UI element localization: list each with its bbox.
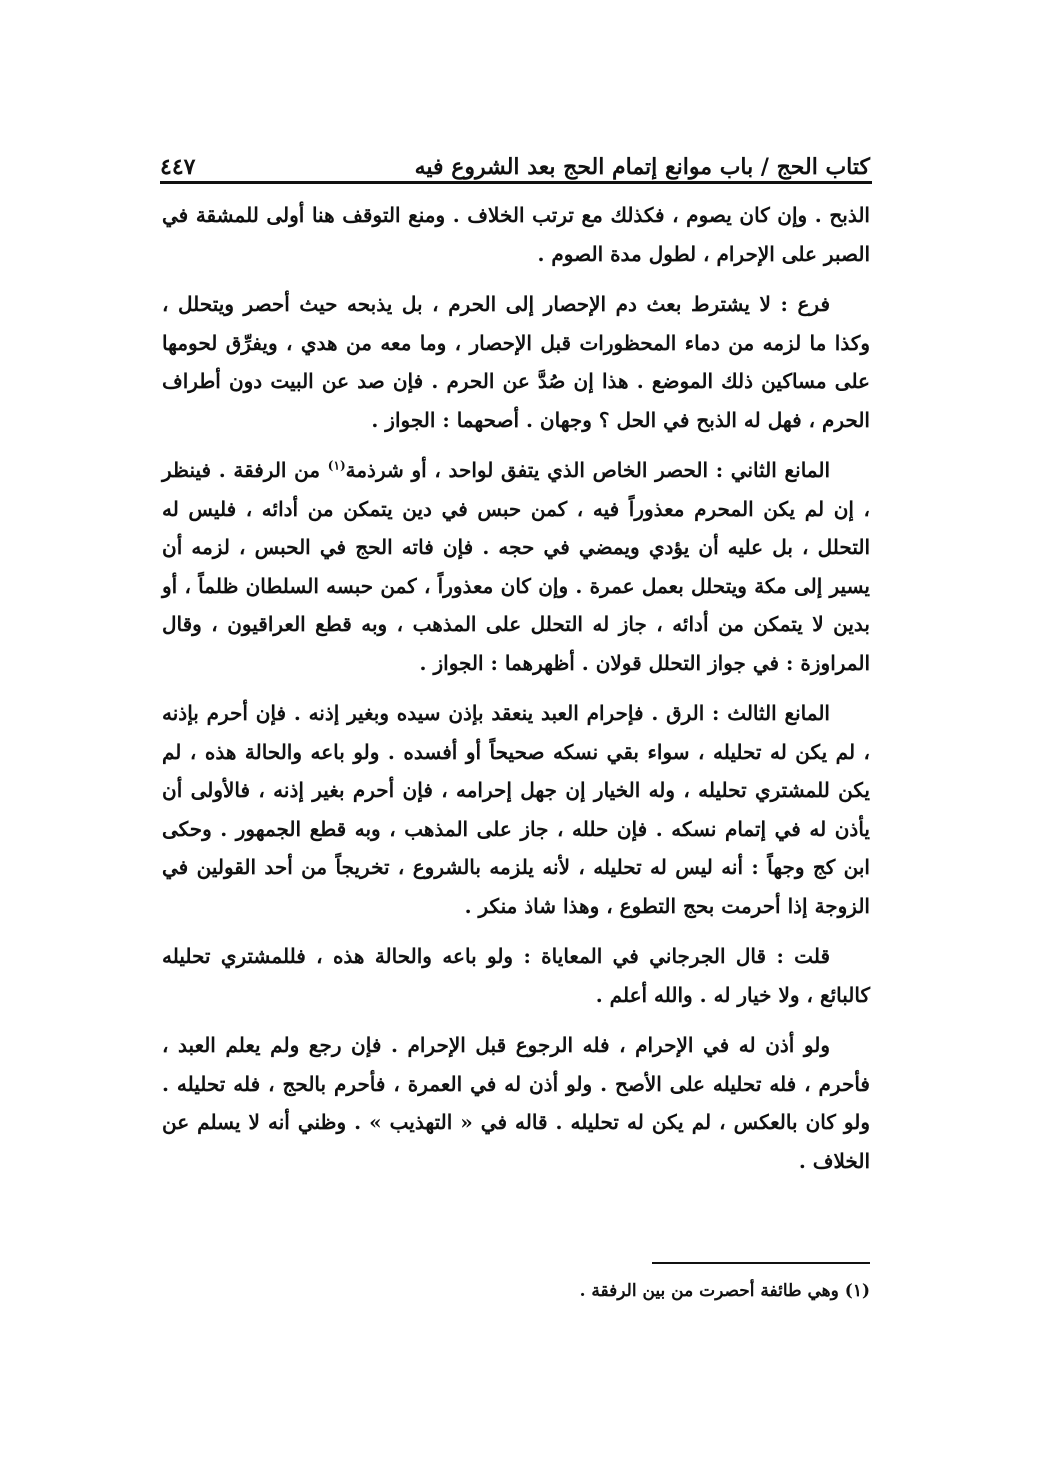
paragraph-text: الحصر الخاص الذي يتفق لواحد ، أو شرذمة — [345, 458, 716, 482]
paragraph-6 — [162, 1026, 870, 1180]
paragraph-5 — [162, 937, 870, 1014]
footnote-reference[interactable]: (١) — [327, 458, 346, 473]
footnote-text: وهي طائفة أحصرت من بين الرفقة . — [579, 1281, 845, 1301]
page-header — [160, 128, 870, 180]
footnote — [300, 1276, 870, 1306]
paragraph-text: قال الجرجاني في المعاياة : ولو باعه والحالة هذه ، فللمشتري تحليله كالبائع ، ولا خيار له . والله أعلم . — [162, 944, 870, 1007]
paragraph-lead: فرع : — [780, 292, 831, 316]
header-divider — [160, 181, 872, 184]
footnote-divider — [652, 1262, 870, 1264]
paragraph-lead: قلت : — [776, 944, 831, 968]
footnote-mark: (١) — [844, 1281, 870, 1301]
page-number: ٤٤٧ — [160, 154, 196, 180]
paragraph-lead: المانع الثاني : — [715, 458, 831, 482]
paragraph-text: ولو أذن له في الإحرام ، فله الرجوع قبل الإحرام . فإن رجع ولم يعلم العبد ، فأحرم ، فله تحليله على الأصح . ولو أذن له في العمرة ، فأحرم بالحج ، فله تحليله . ولو كان بالعكس ، لم يكن له تحليله . قاله في « التهذيب » . وظني أنه لا يسلم عن الخلاف . — [162, 1033, 870, 1173]
running-title: كتاب الحج / باب موانع إتمام الحج بعد الشروع فيه — [414, 154, 870, 180]
paragraph-2 — [162, 285, 870, 439]
main-text — [162, 196, 870, 1192]
paragraph-lead: المانع الثالث : — [712, 701, 830, 725]
paragraph-text: من الرفقة . فينظر ، إن لم يكن المحرم معذوراً فيه ، كمن حبس في دين يتمكن من أدائه ، فليس له التحلل ، بل عليه أن يؤدي ويمضي في حجه . فإن فاته الحج في الحبس ، لزمه أن يسير إلى مكة ويتحلل بعمل عمرة . وإن كان معذوراً ، كمن حبسه السلطان ظلماً ، أو بدين لا يتمكن من أدائه ، جاز له التحلل على المذهب ، وبه قطع العراقيون ، وقال المراوزة : في جواز التحلل قولان . أظهرهما : الجواز . — [162, 458, 870, 675]
paragraph-text: الذبح . وإن كان يصوم ، فكذلك مع ترتب الخلاف . ومنع التوقف هنا أولى للمشقة في الصبر على الإحرام ، لطول مدة الصوم . — [162, 203, 870, 266]
paragraph-3 — [162, 451, 870, 682]
paragraph-text: لا يشترط بعث دم الإحصار إلى الحرم ، بل يذبحه حيث أحصر ويتحلل ، وكذا ما لزمه من دماء المحظورات قبل الإحصار ، وما معه من هدي ، ويفرِّق لحومها على مساكين ذلك الموضع . هذا إن صُدَّ عن الحرم . فإن صد عن البيت دون أطراف الحرم ، فهل له الذبح في الحل ؟ وجهان . أصحهما : الجواز . — [162, 292, 870, 432]
paragraph-text: الرق . فإحرام العبد ينعقد بإذن سيده وبغير إذنه . فإن أحرم بإذنه ، لم يكن له تحليله ، سواء بقي نسكه صحيحاً أو أفسده . ولو باعه والحالة هذه ، لم يكن للمشتري تحليله ، وله الخيار إن جهل إحرامه ، فإن أحرم بغير إذنه ، فالأولى أن يأذن له في إتمام نسكه . فإن حلله ، جاز على المذهب ، وبه قطع الجمهور . وحكى ابن كج وجهاً : أنه ليس له تحليله ، لأنه يلزمه بالشروع ، تخريجاً من أحد القولين في الزوجة إذا أحرمت بحج التطوع ، وهذا شاذ منكر . — [162, 701, 871, 918]
paragraph-4 — [162, 694, 870, 925]
paragraph-1 — [162, 196, 870, 273]
